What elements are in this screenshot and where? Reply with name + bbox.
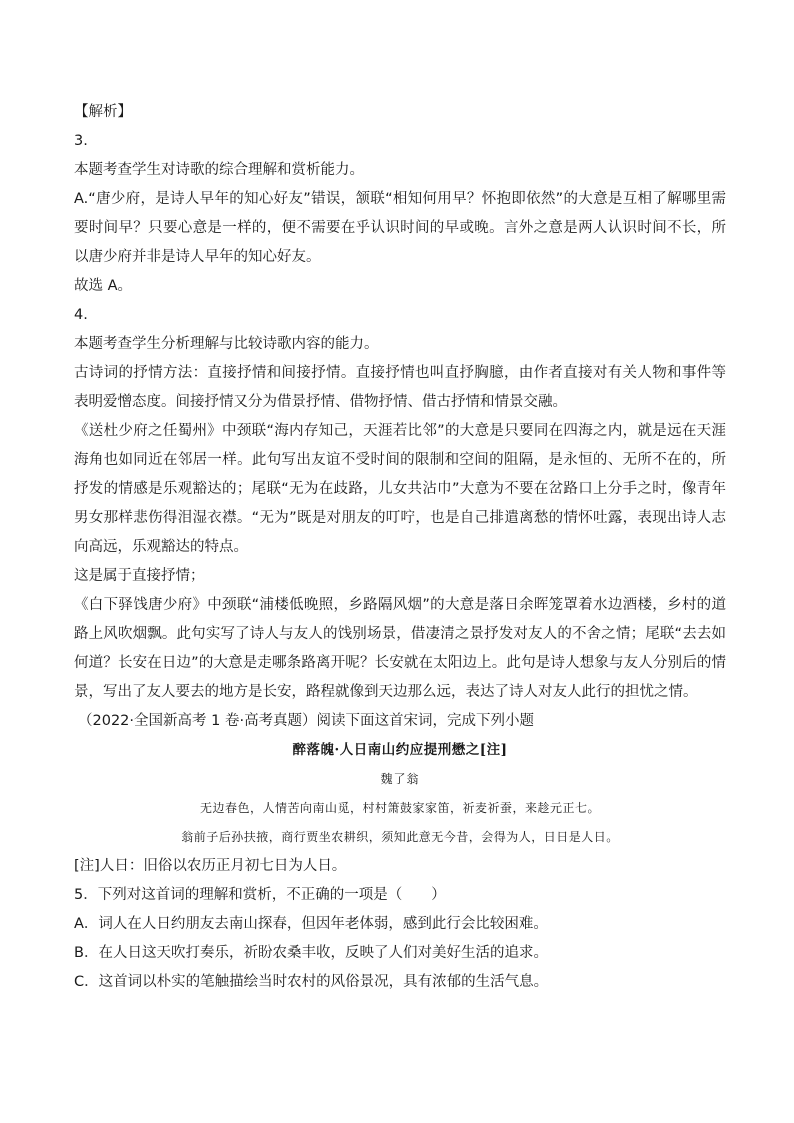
q4-method: 古诗词的抒情方法：直接抒情和间接抒情。直接抒情也叫直抒胸臆，由作者直接对有关人物和事件等表明爱憎态度。间接抒情又分为借景抒情、借物抒情、借古抒情和情景交融。: [74, 365, 726, 410]
analysis-heading: 【解析】: [74, 104, 132, 120]
q4-poem2-analysis: 《白下驿饯唐少府》中颈联“浦楼低晚照，乡路隔风烟”的大意是落日余晖笼罩着水边酒楼，乡村的道路上风吹烟飘。此句实写了诗人与友人的饯别场景，借凄清之景抒发对友人的不舍之情；尾联“去去如何道？长安在日边”的大意是走哪条路离开呢？长安就在太阳边上。此句是诗人想象与友人分别后的情景，写出了友人要去的地方是长安，路程就像到天边那么远，表达了诗人对友人此行的担忧之情。: [74, 597, 726, 700]
poem-author: 魏了翁: [380, 772, 420, 786]
poem-line-1: 无边春色，人情苦向南山觅，村村箫鼓家家笛，祈麦祈蚕，来趁元正七。: [199, 801, 600, 815]
question-number-3: 3.: [74, 133, 88, 149]
page-content: [74, 98, 726, 997]
q5-option-a: A．词人在人日约朋友去南山探春，但因年老体弱，感到此行会比较困难。: [74, 916, 548, 932]
question-set-intro: （2022·全国新高考 1 卷·高考真题）阅读下面这首宋词，完成下列小题: [78, 713, 535, 729]
q3-answer: 故选 A。: [74, 278, 133, 294]
poem-title: 醉落魄·人日南山约应提刑懋之[注]: [292, 742, 508, 758]
q3-explanation: A.“唐少府，是诗人早年的知心好友”错误，颔联“相知何用早？怀抱即依然”的大意是互相了解哪里需要时间早？只要心意是一样的，便不需要在乎认识时间的早或晚。言外之意是两人认识时间不长，所以唐少府并非是诗人早年的知心好友。: [74, 191, 726, 265]
poem-line-2: 翁前子后孙扶掖，商行贾坐农耕织，须知此意无今昔，会得为人，日日是人日。: [181, 830, 619, 844]
q5-stem: 5．下列对这首词的理解和赏析，不正确的一项是（ ）: [74, 887, 446, 903]
q3-intro: 本题考查学生对诗歌的综合理解和赏析能力。: [74, 162, 364, 178]
question-number-4: 4.: [74, 307, 88, 323]
q4-poem1-analysis: 《送杜少府之任蜀州》中颈联“海内存知己，天涯若比邻”的大意是只要同在四海之内，就是远在天涯海角也如同近在邻居一样。此句写出友谊不受时间的限制和空间的阻隔，是永恒的、无所不在的，所抒发的情感是乐观豁达的；尾联“无为在歧路，儿女共沾巾”大意为不要在岔路口上分手之时，像青年男女那样悲伤得泪湿衣襟。“无为”既是对朋友的叮咛，也是自己排遣离愁的情怀吐露，表现出诗人志向高远，乐观豁达的特点。: [74, 423, 726, 555]
poem-note: [注]人日：旧俗以农历正月初七日为人日。: [74, 858, 347, 874]
q5-option-b: B．在人日这天吹打奏乐，祈盼农桑丰收，反映了人们对美好生活的追求。: [74, 945, 548, 961]
q4-poem1-conclusion: 这是属于直接抒情；: [74, 568, 205, 584]
q4-intro: 本题考查学生分析理解与比较诗歌内容的能力。: [74, 336, 379, 352]
q5-option-c: C．这首词以朴实的笔触描绘当时农村的风俗景况，具有浓郁的生活气息。: [74, 974, 549, 990]
